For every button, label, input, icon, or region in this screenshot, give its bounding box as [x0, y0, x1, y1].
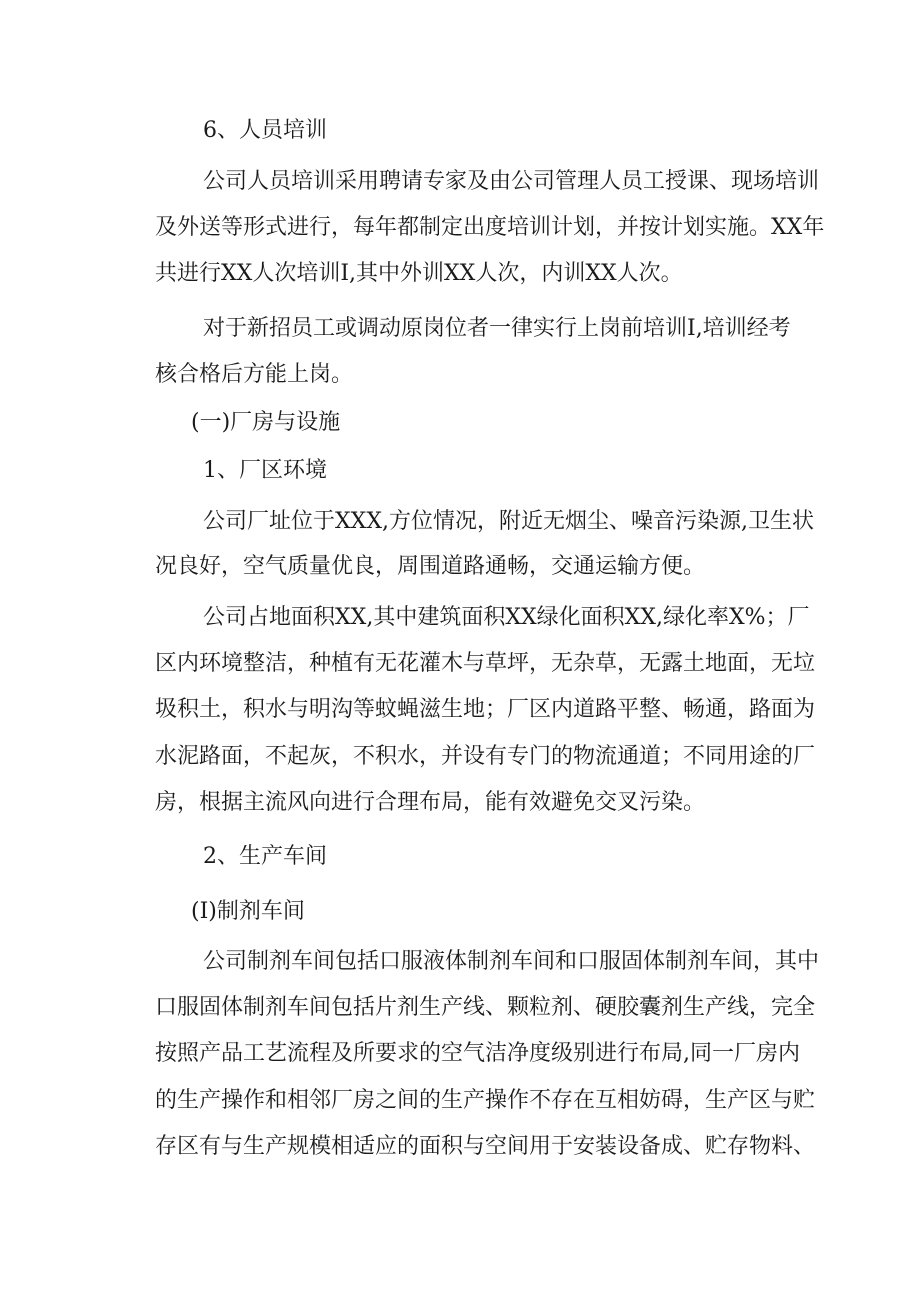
- paragraph-line: 公司人员培训采用聘请专家及由公司管理人员工授课、现场培训: [203, 169, 820, 194]
- paragraph-line: 公司制剂车间包括口服液体制剂车间和口服固体制剂车间，其中: [203, 949, 820, 974]
- paragraph-line: 区内环境整洁，种植有无花灌木与草坪，无杂草，无露土地面，无垃: [155, 651, 816, 676]
- paragraph-line: 的生产操作和相邻厂房之间的生产操作不存在互相妨碍，生产区与贮: [155, 1088, 816, 1113]
- paragraph-line: 公司占地面积XX,其中建筑面积XX绿化面积XX,绿化率X%；厂: [203, 605, 810, 630]
- paragraph-line: 存区有与生产规模相适应的面积与空间用于安装设备成、贮存物料、: [155, 1134, 816, 1159]
- paragraph-line: 口服固体制剂车间包括片剂生产线、颗粒剂、硬胶囊剂生产线，完全: [155, 995, 816, 1020]
- paragraph-line: 及外送等形式进行，每年都制定出度培训计划，并按计划实施。XX年: [155, 215, 825, 240]
- heading-preparation-workshop: (I)制剂车间: [191, 899, 305, 924]
- paragraph-line: 按照产品工艺流程及所要求的空气洁净度级别进行布局,同一厂房内: [155, 1041, 800, 1066]
- heading-production-workshop: 2、生产车间: [203, 844, 327, 869]
- paragraph-line: 水泥路面，不起灰，不积水，并设有专门的物流通道；不同用途的厂: [155, 744, 816, 769]
- paragraph-line: 公司厂址位于XXX,方位情况，附近无烟尘、噪音污染源,卫生状: [203, 509, 814, 534]
- paragraph-line: 况良好，空气质量优良，周围道路通畅，交通运输方便。: [155, 554, 706, 579]
- paragraph-line: 房，根据主流风向进行合理布局，能有效避免交叉污染。: [155, 790, 706, 815]
- paragraph-line: 对于新招员工或调动原岗位者一律实行上岗前培训I,培训经考: [203, 316, 791, 341]
- heading-plant-facilities: (一)厂房与设施: [191, 410, 341, 435]
- paragraph-line: 核合格后方能上岗。: [155, 362, 354, 387]
- heading-personnel-training: 6、人员培训: [203, 118, 327, 143]
- heading-plant-environment: 1、厂区环境: [203, 458, 327, 483]
- paragraph-line: 共进行XX人次培训I,其中外训XX人次，内训XX人次。: [155, 261, 683, 286]
- paragraph-line: 圾积土，积水与明沟等蚊蝇滋生地；厂区内道路平整、畅通，路面为: [155, 697, 816, 722]
